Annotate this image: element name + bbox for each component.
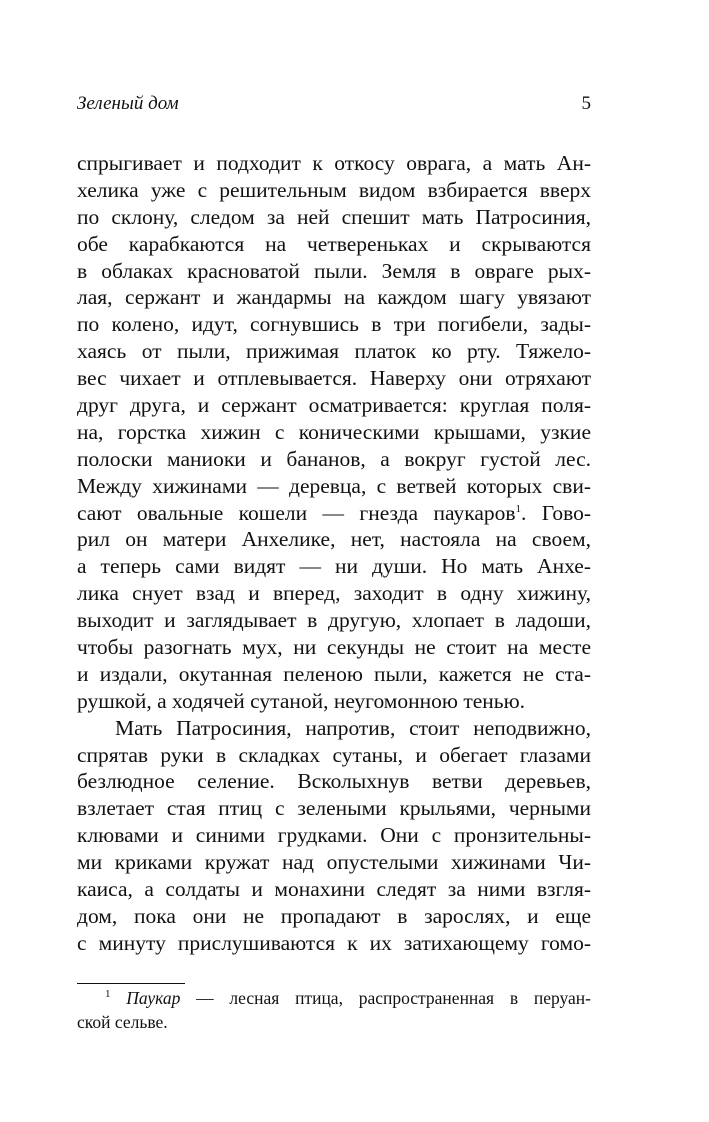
text-line: спрятав руки в складках сутаны, и обегает глазами <box>77 742 591 767</box>
footnote-line <box>77 986 591 1010</box>
text-line: Между хижинами — деревца, с ветвей которых сви- <box>77 473 591 498</box>
text-line: хаясь от пыли, прижимая платок ко рту. Тяжело- <box>77 339 591 364</box>
text-line: на, горстка хижин с коническими крышами, узкие <box>77 419 591 444</box>
footnote-line: ской сельве. <box>77 1012 168 1032</box>
text-line: лая, сержант и жандармы на каждом шагу увязают <box>77 285 591 310</box>
text-line: клювами и синими грудками. Они с пронзительны- <box>77 823 591 848</box>
text-line: каиса, а солдаты и монахини следят за ними взгля- <box>77 877 591 902</box>
text-line: вес чихает и отплевывается. Наверху они отряхают <box>77 366 591 391</box>
text-segment: . Гово- <box>521 500 591 525</box>
body-text <box>77 150 591 957</box>
text-line: хелика уже с решительным видом взбирается вверх <box>77 177 591 202</box>
text-line: выходит и заглядывает в другую, хлопает в ладоши, <box>77 608 591 633</box>
footnote-marker: 1 <box>105 988 111 1000</box>
text-line: полоски маниоки и бананов, а вокруг густой лес. <box>77 446 591 471</box>
text-line: лика снует взад и вперед, заходит в одну хижину, <box>77 581 591 606</box>
running-head <box>77 92 591 116</box>
text-line: по колено, идут, согнувшись в три погибели, зады- <box>77 312 591 337</box>
text-line: обе карабкаются на четвереньках и скрываются <box>77 231 591 256</box>
paragraph-first-line: Мать Патросиния, напротив, стоит неподвижно, <box>115 715 591 740</box>
text-line: дом, пока они не пропадают в зарослях, и еще <box>77 903 591 928</box>
text-line: безлюдное селение. Всколыхнув ветви деревьев, <box>77 769 591 794</box>
text-line-with-footnote-ref <box>77 500 591 527</box>
text-line: а теперь сами видят — ни души. Но мать Анхе- <box>77 554 591 579</box>
footnote-divider <box>77 983 185 984</box>
text-segment: сают овальные кошели — гнезда паукаров <box>77 500 516 525</box>
text-line: взлетает стая птиц с зелеными крыльями, черными <box>77 796 591 821</box>
text-line: ми криками кружат над опустелыми хижинами Чи- <box>77 850 591 875</box>
text-line: рушкой, а ходячей сутаной, неугомонною тенью. <box>77 688 526 713</box>
text-line: друг друга, и сержант осматривается: круглая поля- <box>77 393 591 418</box>
footnote-text: — лесная птица, распространенная в перуан- <box>180 988 592 1008</box>
text-line: с минуту прислушиваются к их затихающему гомо- <box>77 930 591 955</box>
text-line: чтобы разогнать мух, ни секунды не стоит на месте <box>77 635 591 660</box>
text-line: рил он матери Анхелике, нет, настояла на своем, <box>77 527 591 552</box>
running-title: Зеленый дом <box>77 93 179 114</box>
footnote-reference: 1 <box>515 502 522 515</box>
page-number: 5 <box>581 93 591 114</box>
text-line: и издали, окутанная пеленою пыли, кажется не ста- <box>77 661 591 686</box>
text-line: спрыгивает и подходит к откосу оврага, а мать Ан- <box>77 151 591 175</box>
footnote-term: Паукар <box>126 988 181 1008</box>
text-line: по склону, следом за ней спешит мать Патросиния, <box>77 204 591 229</box>
footnote <box>77 986 591 1034</box>
text-line: в облаках красноватой пыли. Земля в овраге рых- <box>77 258 591 283</box>
